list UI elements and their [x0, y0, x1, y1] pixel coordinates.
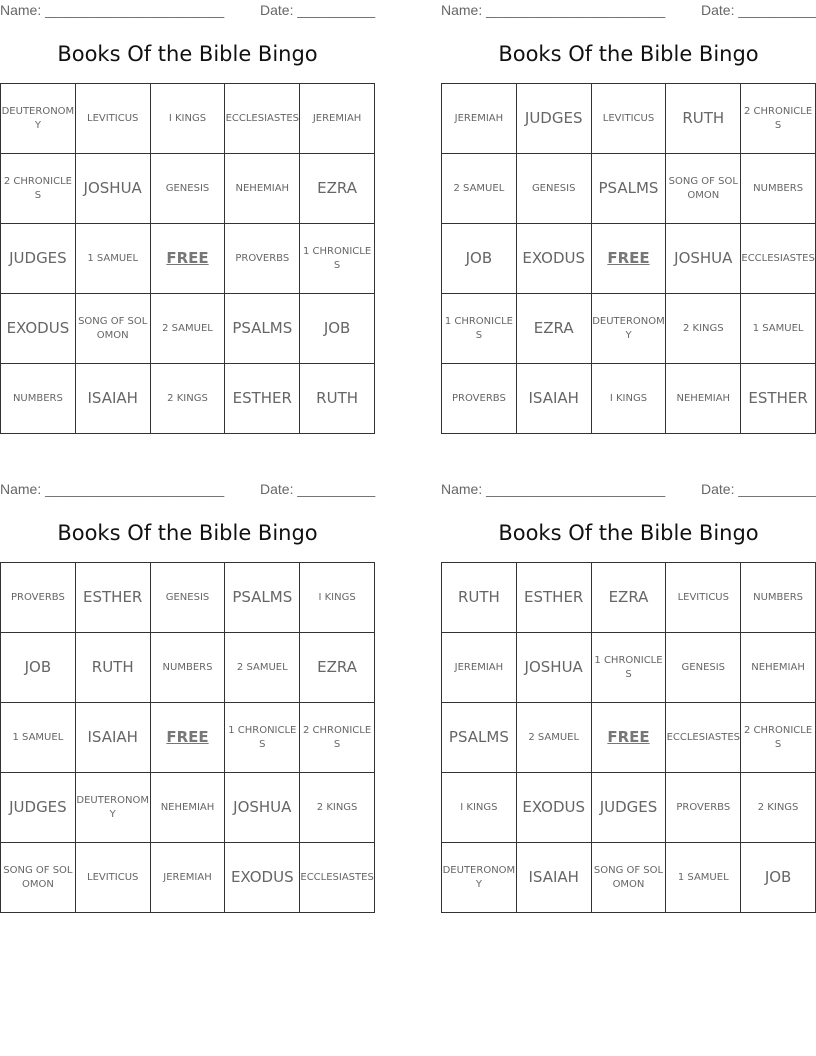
- bingo-cell: JOSHUA: [75, 154, 150, 224]
- bingo-cell: ECCLESIASTES: [225, 84, 300, 154]
- bingo-grid: [0, 83, 375, 434]
- bingo-cell: ISAIAH: [516, 364, 591, 434]
- bingo-cell: RUTH: [300, 364, 375, 434]
- bingo-cell: RUTH: [442, 563, 517, 633]
- bingo-cell: 2 SAMUEL: [150, 294, 225, 364]
- bingo-cell: JOB: [300, 294, 375, 364]
- bingo-cell: 1 CHRONICLES: [591, 633, 666, 703]
- bingo-cell: JUDGES: [591, 773, 666, 843]
- bingo-cell: ESTHER: [75, 563, 150, 633]
- bingo-cell: JOSHUA: [516, 633, 591, 703]
- bingo-cell: ISAIAH: [75, 703, 150, 773]
- bingo-cell: I KINGS: [300, 563, 375, 633]
- bingo-cell: NEHEMIAH: [741, 633, 816, 703]
- date-label: Date: __________: [701, 481, 816, 497]
- bingo-row: [1, 84, 375, 154]
- bingo-cell: ECCLESIASTES: [741, 224, 816, 294]
- bingo-row: [442, 703, 816, 773]
- bingo-cell: NEHEMIAH: [150, 773, 225, 843]
- bingo-cell: ISAIAH: [75, 364, 150, 434]
- bingo-row: [442, 294, 816, 364]
- card-title: Books Of the Bible Bingo: [498, 521, 759, 545]
- bingo-cell: EZRA: [300, 633, 375, 703]
- bingo-row: [442, 224, 816, 294]
- free-space: FREE: [591, 224, 666, 294]
- bingo-cell: JEREMIAH: [300, 84, 375, 154]
- bingo-cell: ESTHER: [225, 364, 300, 434]
- bingo-cell: I KINGS: [591, 364, 666, 434]
- bingo-cell: JOSHUA: [225, 773, 300, 843]
- name-label: Name: _______________________: [0, 2, 225, 18]
- bingo-cell: SONG OF SOLOMON: [666, 154, 741, 224]
- bingo-cell: 2 CHRONICLES: [741, 703, 816, 773]
- bingo-row: [442, 84, 816, 154]
- bingo-cell: NUMBERS: [1, 364, 76, 434]
- free-space: FREE: [150, 703, 225, 773]
- free-space: FREE: [591, 703, 666, 773]
- bingo-cell: JUDGES: [1, 224, 76, 294]
- name-date-line: [441, 481, 816, 499]
- bingo-row: [442, 364, 816, 434]
- bingo-cell: NUMBERS: [150, 633, 225, 703]
- bingo-cell: JOB: [1, 633, 76, 703]
- bingo-cell: I KINGS: [442, 773, 517, 843]
- name-label: Name: _______________________: [441, 2, 666, 18]
- bingo-cell: NUMBERS: [741, 563, 816, 633]
- bingo-cell: 2 SAMUEL: [225, 633, 300, 703]
- bingo-cell: DEUTERONOMY: [75, 773, 150, 843]
- bingo-cell: JOB: [741, 843, 816, 913]
- bingo-cell: 2 CHRONICLES: [300, 703, 375, 773]
- bingo-cell: EZRA: [591, 563, 666, 633]
- bingo-cell: EZRA: [516, 294, 591, 364]
- bingo-cell: 1 SAMUEL: [1, 703, 76, 773]
- bingo-row: [442, 843, 816, 913]
- bingo-cell: 1 CHRONICLES: [442, 294, 517, 364]
- bingo-cell: 2 KINGS: [150, 364, 225, 434]
- bingo-cell: SONG OF SOLOMON: [1, 843, 76, 913]
- bingo-cell: 1 SAMUEL: [666, 843, 741, 913]
- bingo-grid: [441, 83, 816, 434]
- bingo-cell: ECCLESIASTES: [300, 843, 375, 913]
- name-date-line: [0, 2, 375, 20]
- bingo-cell: JEREMIAH: [442, 633, 517, 703]
- bingo-cell: ESTHER: [741, 364, 816, 434]
- date-label: Date: __________: [701, 2, 816, 18]
- card-title: Books Of the Bible Bingo: [57, 42, 318, 66]
- bingo-cell: 2 KINGS: [741, 773, 816, 843]
- bingo-cell: RUTH: [666, 84, 741, 154]
- bingo-row: [442, 633, 816, 703]
- bingo-cell: 1 CHRONICLES: [225, 703, 300, 773]
- bingo-cell: JEREMIAH: [150, 843, 225, 913]
- bingo-cell: LEVITICUS: [75, 84, 150, 154]
- bingo-row: [1, 843, 375, 913]
- bingo-cell: I KINGS: [150, 84, 225, 154]
- bingo-cell: PSALMS: [442, 703, 517, 773]
- bingo-cell: PSALMS: [225, 294, 300, 364]
- bingo-cell: EXODUS: [225, 843, 300, 913]
- card-title: Books Of the Bible Bingo: [498, 42, 759, 66]
- bingo-grid: [0, 562, 375, 913]
- bingo-cell: ISAIAH: [516, 843, 591, 913]
- bingo-row: [1, 224, 375, 294]
- bingo-cell: EZRA: [300, 154, 375, 224]
- bingo-cell: ECCLESIASTES: [666, 703, 741, 773]
- bingo-cell: 2 KINGS: [666, 294, 741, 364]
- bingo-cell: 2 SAMUEL: [516, 703, 591, 773]
- bingo-cell: EXODUS: [1, 294, 76, 364]
- bingo-cell: DEUTERONOMY: [442, 843, 517, 913]
- date-label: Date: __________: [260, 2, 376, 18]
- bingo-row: [442, 154, 816, 224]
- bingo-row: [1, 294, 375, 364]
- bingo-cell: ESTHER: [516, 563, 591, 633]
- bingo-cell: PROVERBS: [225, 224, 300, 294]
- bingo-cell: RUTH: [75, 633, 150, 703]
- bingo-cell: SONG OF SOLOMON: [75, 294, 150, 364]
- bingo-row: [1, 364, 375, 434]
- bingo-cell: EXODUS: [516, 773, 591, 843]
- bingo-row: [1, 703, 375, 773]
- bingo-cell: JOSHUA: [666, 224, 741, 294]
- bingo-cell: PROVERBS: [442, 364, 517, 434]
- bingo-cell: SONG OF SOLOMON: [591, 843, 666, 913]
- bingo-cell: PSALMS: [225, 563, 300, 633]
- bingo-row: [442, 563, 816, 633]
- bingo-row: [1, 563, 375, 633]
- bingo-cell: DEUTERONOMY: [591, 294, 666, 364]
- bingo-cell: LEVITICUS: [666, 563, 741, 633]
- bingo-cell: 1 SAMUEL: [741, 294, 816, 364]
- bingo-cell: DEUTERONOMY: [1, 84, 76, 154]
- bingo-cell: LEVITICUS: [591, 84, 666, 154]
- bingo-cell: EXODUS: [516, 224, 591, 294]
- free-space: FREE: [150, 224, 225, 294]
- bingo-cell: 1 CHRONICLES: [300, 224, 375, 294]
- name-label: Name: _______________________: [441, 481, 666, 497]
- bingo-cell: JEREMIAH: [442, 84, 517, 154]
- bingo-cell: JUDGES: [1, 773, 76, 843]
- name-date-line: [441, 2, 816, 20]
- bingo-row: [1, 154, 375, 224]
- bingo-row: [1, 773, 375, 843]
- date-label: Date: __________: [260, 481, 376, 497]
- bingo-cell: 2 KINGS: [300, 773, 375, 843]
- bingo-grid: [441, 562, 816, 913]
- bingo-cell: JOB: [442, 224, 517, 294]
- bingo-cell: LEVITICUS: [75, 843, 150, 913]
- bingo-cell: 2 CHRONICLES: [1, 154, 76, 224]
- bingo-cell: PROVERBS: [666, 773, 741, 843]
- name-date-line: [0, 481, 375, 499]
- bingo-cell: 1 SAMUEL: [75, 224, 150, 294]
- bingo-row: [1, 633, 375, 703]
- bingo-cell: NUMBERS: [741, 154, 816, 224]
- bingo-row: [442, 773, 816, 843]
- bingo-cell: PROVERBS: [1, 563, 76, 633]
- bingo-cell: PSALMS: [591, 154, 666, 224]
- bingo-cell: GENESIS: [150, 154, 225, 224]
- name-label: Name: _______________________: [0, 481, 225, 497]
- bingo-cell: JUDGES: [516, 84, 591, 154]
- bingo-cell: NEHEMIAH: [666, 364, 741, 434]
- bingo-cell: NEHEMIAH: [225, 154, 300, 224]
- bingo-cell: GENESIS: [516, 154, 591, 224]
- bingo-cell: GENESIS: [150, 563, 225, 633]
- bingo-cell: 2 CHRONICLES: [741, 84, 816, 154]
- bingo-cell: 2 SAMUEL: [442, 154, 517, 224]
- card-title: Books Of the Bible Bingo: [57, 521, 318, 545]
- bingo-cell: GENESIS: [666, 633, 741, 703]
